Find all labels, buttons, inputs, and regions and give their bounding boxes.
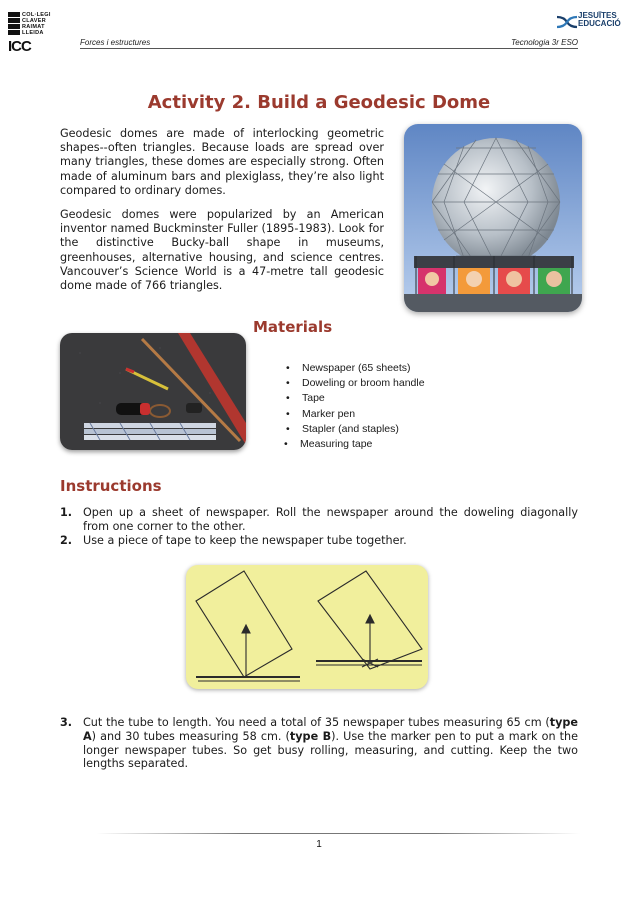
list-item: • Tape — [286, 392, 325, 405]
instruction-step-3-block — [60, 716, 578, 771]
jesuites-mark-icon — [556, 14, 578, 30]
instruction-steps — [60, 506, 578, 547]
rolling-diagram — [186, 565, 428, 689]
intro-paragraph-2: Geodesic domes were popularized by an American inventor named Buckminster Fuller (1895-1983). Look for the distinctive Bucky-ball shape in museums, greenhouses, alternative housing, and science centres. Vancouver’s Science World is a 47-metre tall geodesic dome made of 766 triangles. — [60, 208, 384, 293]
list-item: • Marker pen — [286, 407, 356, 420]
logo-text: COL·LEGI CLAVER RAIMAT LLEIDA — [22, 12, 51, 36]
list-item: • Measuring tape — [284, 438, 373, 451]
instruction-step-2: 2. Use a piece of tape to keep the newspaper tube together. — [60, 533, 407, 547]
page-number: 1 — [316, 839, 322, 850]
header-subject: Forces i estructures — [80, 38, 151, 47]
header-divider — [80, 48, 578, 49]
school-logo — [8, 12, 51, 55]
tube-type-a: type A — [83, 716, 578, 743]
list-item: • Doweling or broom handle — [286, 377, 425, 390]
intro-paragraph-1: Geodesic domes are made of interlocking geometric shapes--often triangles. Because loads are spread over many triangles, these domes are especially strong. Often made of aluminum bars and plexiglass, they’re also light compared to ordinary domes. — [60, 127, 384, 197]
jesuites-logo: JESUÏTES EDUCACIÓ — [556, 12, 628, 32]
logo-bars-icon — [8, 12, 20, 36]
materials-list — [286, 361, 425, 452]
tube-type-b: type B — [289, 729, 332, 743]
list-item: • Newspaper (65 sheets) — [286, 362, 411, 374]
materials-photo — [60, 333, 246, 450]
footer-divider — [96, 833, 580, 834]
header-course: Tecnologia 3r ESO — [511, 38, 578, 47]
materials-heading: Materials — [253, 318, 333, 336]
instructions-heading: Instructions — [60, 477, 162, 495]
instruction-step-1: 1. Open up a sheet of newspaper. Roll the newspaper around the doweling diagonally from one corner to the other. — [60, 506, 578, 533]
page-title: Activity 2. Build a Geodesic Dome — [147, 92, 491, 113]
instruction-step-3: 3. Cut the tube to length. You need a total of 35 newspaper tubes measuring 65 cm (type A) and 30 tubes measuring 58 cm. (type B). Use the marker pen to put a mark on the longer newspaper tubes. So get busy rolling, measuring, and cutting. Keep the two lengths separated. — [60, 716, 578, 771]
logo-mark: ICC — [8, 38, 31, 55]
geodesic-dome-photo — [404, 124, 582, 312]
list-item: • Stapler (and staples) — [286, 422, 399, 435]
